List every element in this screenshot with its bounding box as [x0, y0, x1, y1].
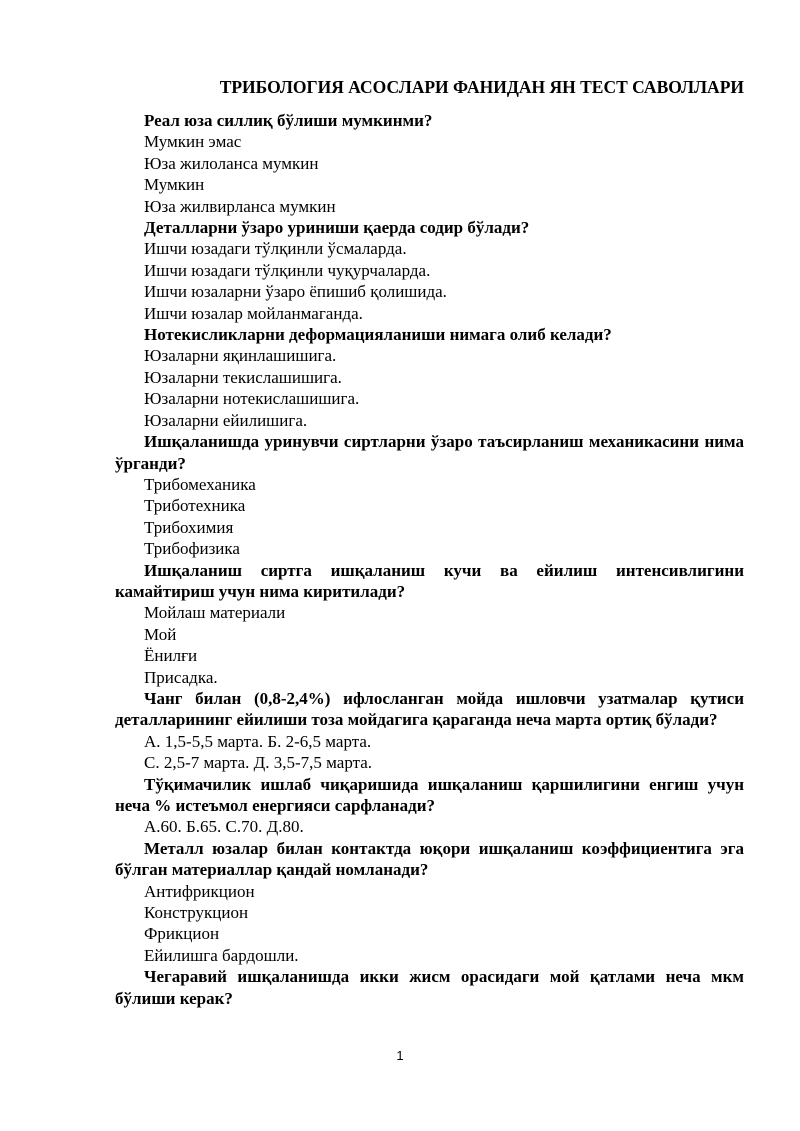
question-text: Тўқимачилик ишлаб чиқаришида ишқаланиш қаршилигини енгиш учун неча % истеъмол енергияси сарфланади?: [115, 774, 744, 815]
answer-option: Мой: [144, 624, 177, 644]
question-list: [115, 110, 744, 1009]
answer-option: Юза жилвирланса мумкин: [144, 196, 336, 216]
answer-option: А.60. Б.65. С.70. Д.80.: [144, 817, 304, 837]
question-block: [115, 560, 744, 688]
answer-option: Фрикцион: [144, 924, 220, 944]
question-text: Ишқаланиш сиртга ишқаланиш кучи ва ейилиш интенсивлигини камайтириш учун нима киритилади?: [115, 560, 744, 601]
answer-option: Юзаларни ейилишига.: [144, 410, 308, 430]
answer-option: Юза жилоланса мумкин: [144, 153, 319, 173]
question-block: [115, 966, 744, 1009]
answer-option: Мумкин эмас: [144, 132, 242, 152]
answer-option: А. 1,5-5,5 марта. Б. 2-6,5 марта.: [144, 731, 372, 751]
question-text: Чанг билан (0,8-2,4%) ифлосланган мойда ишловчи узатмалар қутиси деталларининг ейилиши тоза мойдагига қараганда неча марта ортиқ бўлади?: [115, 688, 744, 730]
answer-option: Конструкцион: [144, 903, 249, 923]
question-text: Нотекисликларни деформацияланиши нимага олиб келади?: [144, 325, 612, 345]
answer-option: Присадка.: [144, 667, 218, 687]
question-text: Ишқаланишда уринувчи сиртларни ўзаро таъсирланиш механикасини нима ўрганди?: [115, 432, 744, 473]
question-block: [115, 110, 744, 217]
question-block: [115, 838, 744, 966]
document-title: ТРИБОЛОГИЯ АСОСЛАРИ ФАНИДАН ЯН ТЕСТ САВОЛЛАРИ: [219, 77, 744, 97]
answer-option: Ишчи юзаларни ўзаро ёпишиб қолишида.: [144, 282, 447, 302]
answer-option: Ишчи юзадаги тўлқинли ўсмаларда.: [144, 239, 407, 259]
answer-option: С. 2,5-7 марта. Д. 3,5-7,5 марта.: [144, 753, 373, 773]
answer-option: Ишчи юзалар мойланмаганда.: [144, 303, 363, 323]
question-block: [115, 431, 744, 559]
answer-option: Триботехника: [144, 496, 246, 516]
question-text: Деталларни ўзаро уриниши қаерда содир бўлади?: [144, 218, 530, 238]
question-block: [115, 324, 744, 431]
answer-option: Мумкин: [144, 175, 205, 195]
answer-option: Ишчи юзадаги тўлқинли чуқурчаларда.: [144, 260, 431, 280]
answer-option: Трибофизика: [144, 539, 240, 559]
answer-option: Трибомеханика: [144, 474, 256, 494]
question-text: Чегаравий ишқаланишда икки жисм орасидаги мой қатлами неча мкм бўлиши керак?: [115, 967, 744, 1008]
answer-option: Юзаларни нотекислашишига.: [144, 389, 360, 409]
answer-option: Мойлаш материали: [144, 603, 286, 623]
question-block: [115, 688, 744, 774]
answer-option: Юзаларни яқинлашишига.: [144, 346, 337, 366]
answer-option: Ейилишга бардошли.: [144, 945, 299, 965]
answer-option: Юзаларни текислашишига.: [144, 367, 342, 387]
answer-option: Ёнилғи: [144, 646, 198, 666]
question-block: [115, 774, 744, 838]
question-text: Реал юза силлиқ бўлиши мумкинми?: [144, 111, 433, 130]
answer-option: Трибохимия: [144, 517, 234, 537]
answer-option: Антифрикцион: [144, 881, 255, 901]
question-text: Металл юзалар билан контактда юқори ишқаланиш коэффициентига эга бўлган материаллар қандай номланади?: [115, 838, 744, 880]
question-block: [115, 217, 744, 324]
page-number: 1: [396, 1048, 404, 1063]
